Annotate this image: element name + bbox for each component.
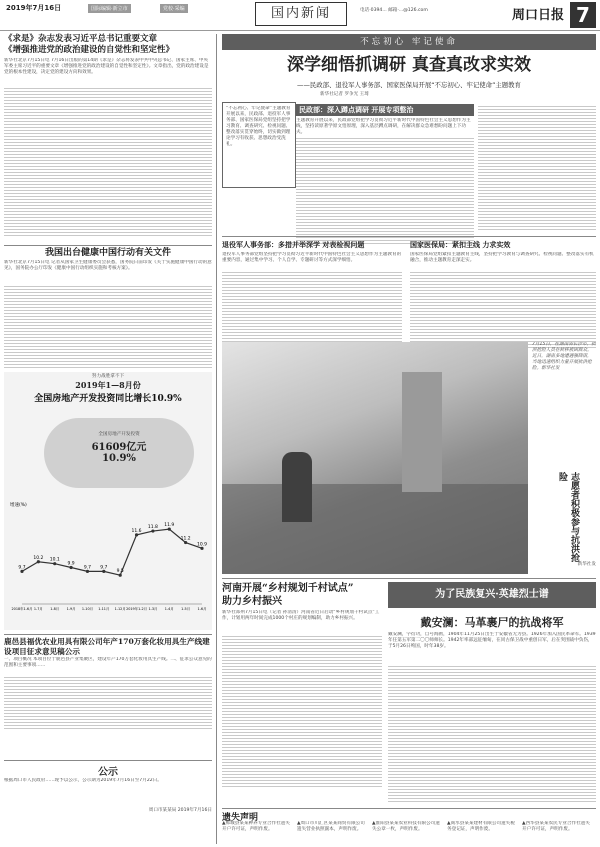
data-label: 9.7 (100, 565, 108, 571)
data-label: 9.7 (83, 565, 92, 571)
issue-date: 2019年7月16日 (6, 4, 62, 12)
quote-box (222, 102, 296, 188)
medicare-section (410, 240, 596, 348)
main-column-text (478, 104, 596, 232)
series-line (22, 529, 202, 575)
photo-title: 志愿者积极参与抗洪抢险 (557, 472, 579, 562)
minzheng-section (296, 104, 474, 244)
lost-item: ▲西华县某某农民专业合作社遗失开户许可证，声明作废。 (522, 821, 590, 832)
kicker-banner: 不忘初心 牢记使命 (222, 34, 596, 50)
hero-banner-text: 为了民族复兴·英雄烈士谱 (435, 589, 549, 600)
page-header (0, 0, 600, 31)
housing-label: 努力战胜拿不下 (91, 374, 125, 379)
photo-caption-column (532, 342, 596, 574)
rescuer-figure (282, 452, 312, 522)
hero-banner (388, 582, 596, 608)
data-label: 10.1 (49, 557, 60, 563)
lost-title: 遗失声明 (222, 813, 259, 823)
sub-heading-1: 民政部：深入蹲点调研 开展专项整治 (296, 104, 474, 116)
tick-label: 1-9月 (66, 607, 76, 611)
sub-heading-3: 国家医保局：紧扣主线 力求实效 (410, 240, 511, 249)
housing-value-1: 61609亿元 (91, 442, 147, 453)
notice (4, 763, 212, 814)
tick-label: 1-6月 (197, 607, 207, 611)
divider (4, 634, 212, 635)
veterans-section (222, 240, 402, 348)
photo-credit: 新华社发 (577, 562, 596, 567)
body-2: 退役军人事务部党组坚持把学习贯彻习近平新时代中国特色社会主义思想作为主题教育的重要内容，通过集中学习、个人自学、专题研讨等方式深学细悟。 (222, 252, 402, 263)
housing-bubble (44, 418, 194, 488)
quote-text: “不忘初心、牢记使命”主题教育开展以来，民政部、退役军人事务部、国家医保局党组坚持把学习教育、调查研究、检视问题、整改落实贯穿始终，切实做到理论学习有收获、思想政治受洗礼。 (226, 106, 291, 147)
ad-article (4, 637, 212, 729)
tick-label: 1-7月 (33, 607, 43, 611)
data-label: 11.8 (147, 525, 158, 531)
henan-body-text (222, 634, 382, 788)
henan-article (222, 582, 382, 788)
health-body: 新华社北京7月15日电 记者从国家卫生健康委员会获悉，国务院日前印发《关于实施健康中国行动的意见》，国务院办公厅印发《健康中国行动组织实施和考核方案》。 (4, 260, 212, 271)
byline: 新华社记者 罗争光 王琦 (320, 92, 369, 97)
lost-item: ▲淮阳县某某农业科技有限公司遗失公章一枚，声明作废。 (372, 821, 440, 832)
tick-label: 1-3月 (148, 607, 158, 611)
data-label: 9.9 (67, 561, 75, 567)
tick-label: 1-5月 (181, 607, 191, 611)
housing-range: 2019年1—8月份 (75, 380, 141, 390)
tick-label: 1-4月 (164, 607, 174, 611)
flood-water (222, 484, 528, 574)
editor-tag: 国际编辑·新立市 (88, 4, 131, 13)
data-label: 10.2 (33, 555, 44, 561)
main-headline: 深学细悟抓调研 真查真改求实效 (287, 55, 531, 75)
divider (222, 236, 596, 237)
housing-title: 全国房地产开发投资同比增长10.9% (34, 394, 182, 404)
hero-title: 戴安澜：马革裹尸的抗战将军 (420, 616, 564, 629)
notice-body: 根据周口市人民政府……现予以公示，公示期为2019年7月16日至7月22日。 (4, 778, 162, 783)
hero-body-text (388, 664, 596, 804)
photo-caption: 7月15日，在湖南省长沙市，抗洪抢险人员在转移被困群众。近日，湖南多地遭遇强降雨，当地迅速组织力量开展抗洪抢险。新华社发 (532, 342, 596, 371)
qiushi-title-1: 《求是》杂志发表习近平总书记重要文章 (4, 34, 158, 44)
lost-item: ▲周口市川汇区某某商贸有限公司遗失营业执照副本，声明作废。 (297, 821, 365, 832)
housing-legend: 全国房地产开发投资 (98, 432, 140, 437)
flood-photo (222, 342, 528, 574)
tick-label: 2018年1-6月 (11, 607, 33, 611)
data-label: 9.5 (116, 569, 124, 575)
divider (222, 808, 596, 809)
body-2-text (222, 270, 402, 348)
henan-title-2: 助力乡村振兴 (222, 596, 282, 607)
ad-body-text (4, 675, 212, 729)
data-label: 11.2 (180, 536, 191, 542)
tick-label: 2019年1-2月 (126, 607, 148, 611)
qiushi-title-2: 《增强推进党的政治建设的自觉性和坚定性》 (4, 45, 175, 55)
qiushi-article (4, 34, 212, 236)
data-label: 11.9 (164, 523, 175, 529)
housing-infographic (4, 372, 212, 630)
divider (4, 245, 212, 246)
section-title: 国内新闻 (255, 2, 347, 26)
henan-title-1: 河南开展“乡村规划千村试点” (222, 583, 354, 594)
body-1: 主题教育开展以来，民政部党组把学习贯彻习近平新时代中国特色社会主义思想作为主线，坚持读原著学原文悟原理，深入基层蹲点调研，在解决群众急难愁盼问题上下功夫。 (296, 118, 471, 135)
health-body-text (4, 284, 212, 370)
tick-label: 1-10月 (81, 607, 94, 611)
sub-heading-2: 退役军人事务部：多措并举深学 对表检视问题 (222, 240, 365, 249)
body-3-text (410, 270, 596, 348)
tick-label: 1-8月 (50, 607, 60, 611)
body-1-text (296, 136, 474, 244)
column-divider (216, 34, 217, 844)
henan-body: 新华社郑州7月15日电（记者 孙清清）河南省近日启动“乡村规划千村试点”工作，计划用两年时间完成1000个村庄的规划编制，助力乡村振兴。 (222, 610, 380, 621)
notice-sign: 周口市某某局 2019年7月16日 (148, 808, 212, 813)
building-shape (402, 372, 442, 492)
tick-label: 1-12月 (114, 607, 126, 611)
tick-label: 1-11月 (98, 607, 110, 611)
lost-item: ▲郸城县某某种养专业合作社遗失开户许可证，声明作废。 (222, 821, 290, 832)
dept-tag: 党校·采编 (160, 4, 188, 13)
page-number: 7 (570, 2, 596, 28)
data-label: 10.9 (196, 542, 208, 548)
qiushi-body: 新华社北京7月15日电 7月16日出版的第14期《求是》杂志将发表中共中央总书记、国家主席、中央军委主席习近平的重要文章《增强推进党的政治建设的自觉性和坚定性》。文章指出，党的政治建设是党的根本性建设，决定党的建设方向和效果。 (4, 58, 209, 75)
divider (222, 578, 596, 579)
newspaper-logo: 周口日报 (512, 8, 565, 23)
housing-line-chart (8, 498, 208, 626)
divider (4, 760, 212, 761)
contact-info: 电话·0394... 邮箱·...@126.com (360, 8, 428, 13)
hero-body: 戴安澜，字衍功，自号海鸥，1904年11月25日出生于安徽省无为县。1926年加入国民革命军。1939年任第五军第二〇〇师师长。1942年率部远征缅甸，在同古保卫战中重创日军，后在突围战中负伤，于5月26日殉国，时年38岁。 (388, 632, 596, 649)
data-label: 9.7 (18, 565, 26, 571)
ad-title: 鹿邑县福优农业用具有限公司年产170万套化妆用具生产线建设项目征求意见稿公示 (4, 637, 210, 656)
data-label: 11.6 (131, 528, 142, 534)
health-title: 我国出台健康中国行动有关文件 (44, 248, 171, 258)
ad-body: 一、项目概况 本项目位于鹿邑县产业集聚区，建设年产170万套化妆用具生产线。二、征求公众意见的范围和主要事项…… (4, 657, 212, 668)
main-subhead: ——民政部、退役军人事务部、国家医保局开展“不忘初心、牢记使命”主题教育 (297, 81, 521, 89)
notice-title: 公示 (98, 767, 118, 778)
y-axis-label: 增速(%) (10, 503, 27, 508)
lost-item: ▲商水县某某建材有限公司遗失税务登记证，声明作废。 (447, 821, 515, 832)
health-article (4, 247, 212, 370)
housing-value-2: 10.9% (102, 453, 136, 464)
body-3: 国家医保局党组紧扣主题教育主线，坚持把学习教育与调查研究、检视问题、整改落实有机融合，推动主题教育走深走实。 (410, 252, 594, 263)
qiushi-body-text (4, 86, 212, 236)
